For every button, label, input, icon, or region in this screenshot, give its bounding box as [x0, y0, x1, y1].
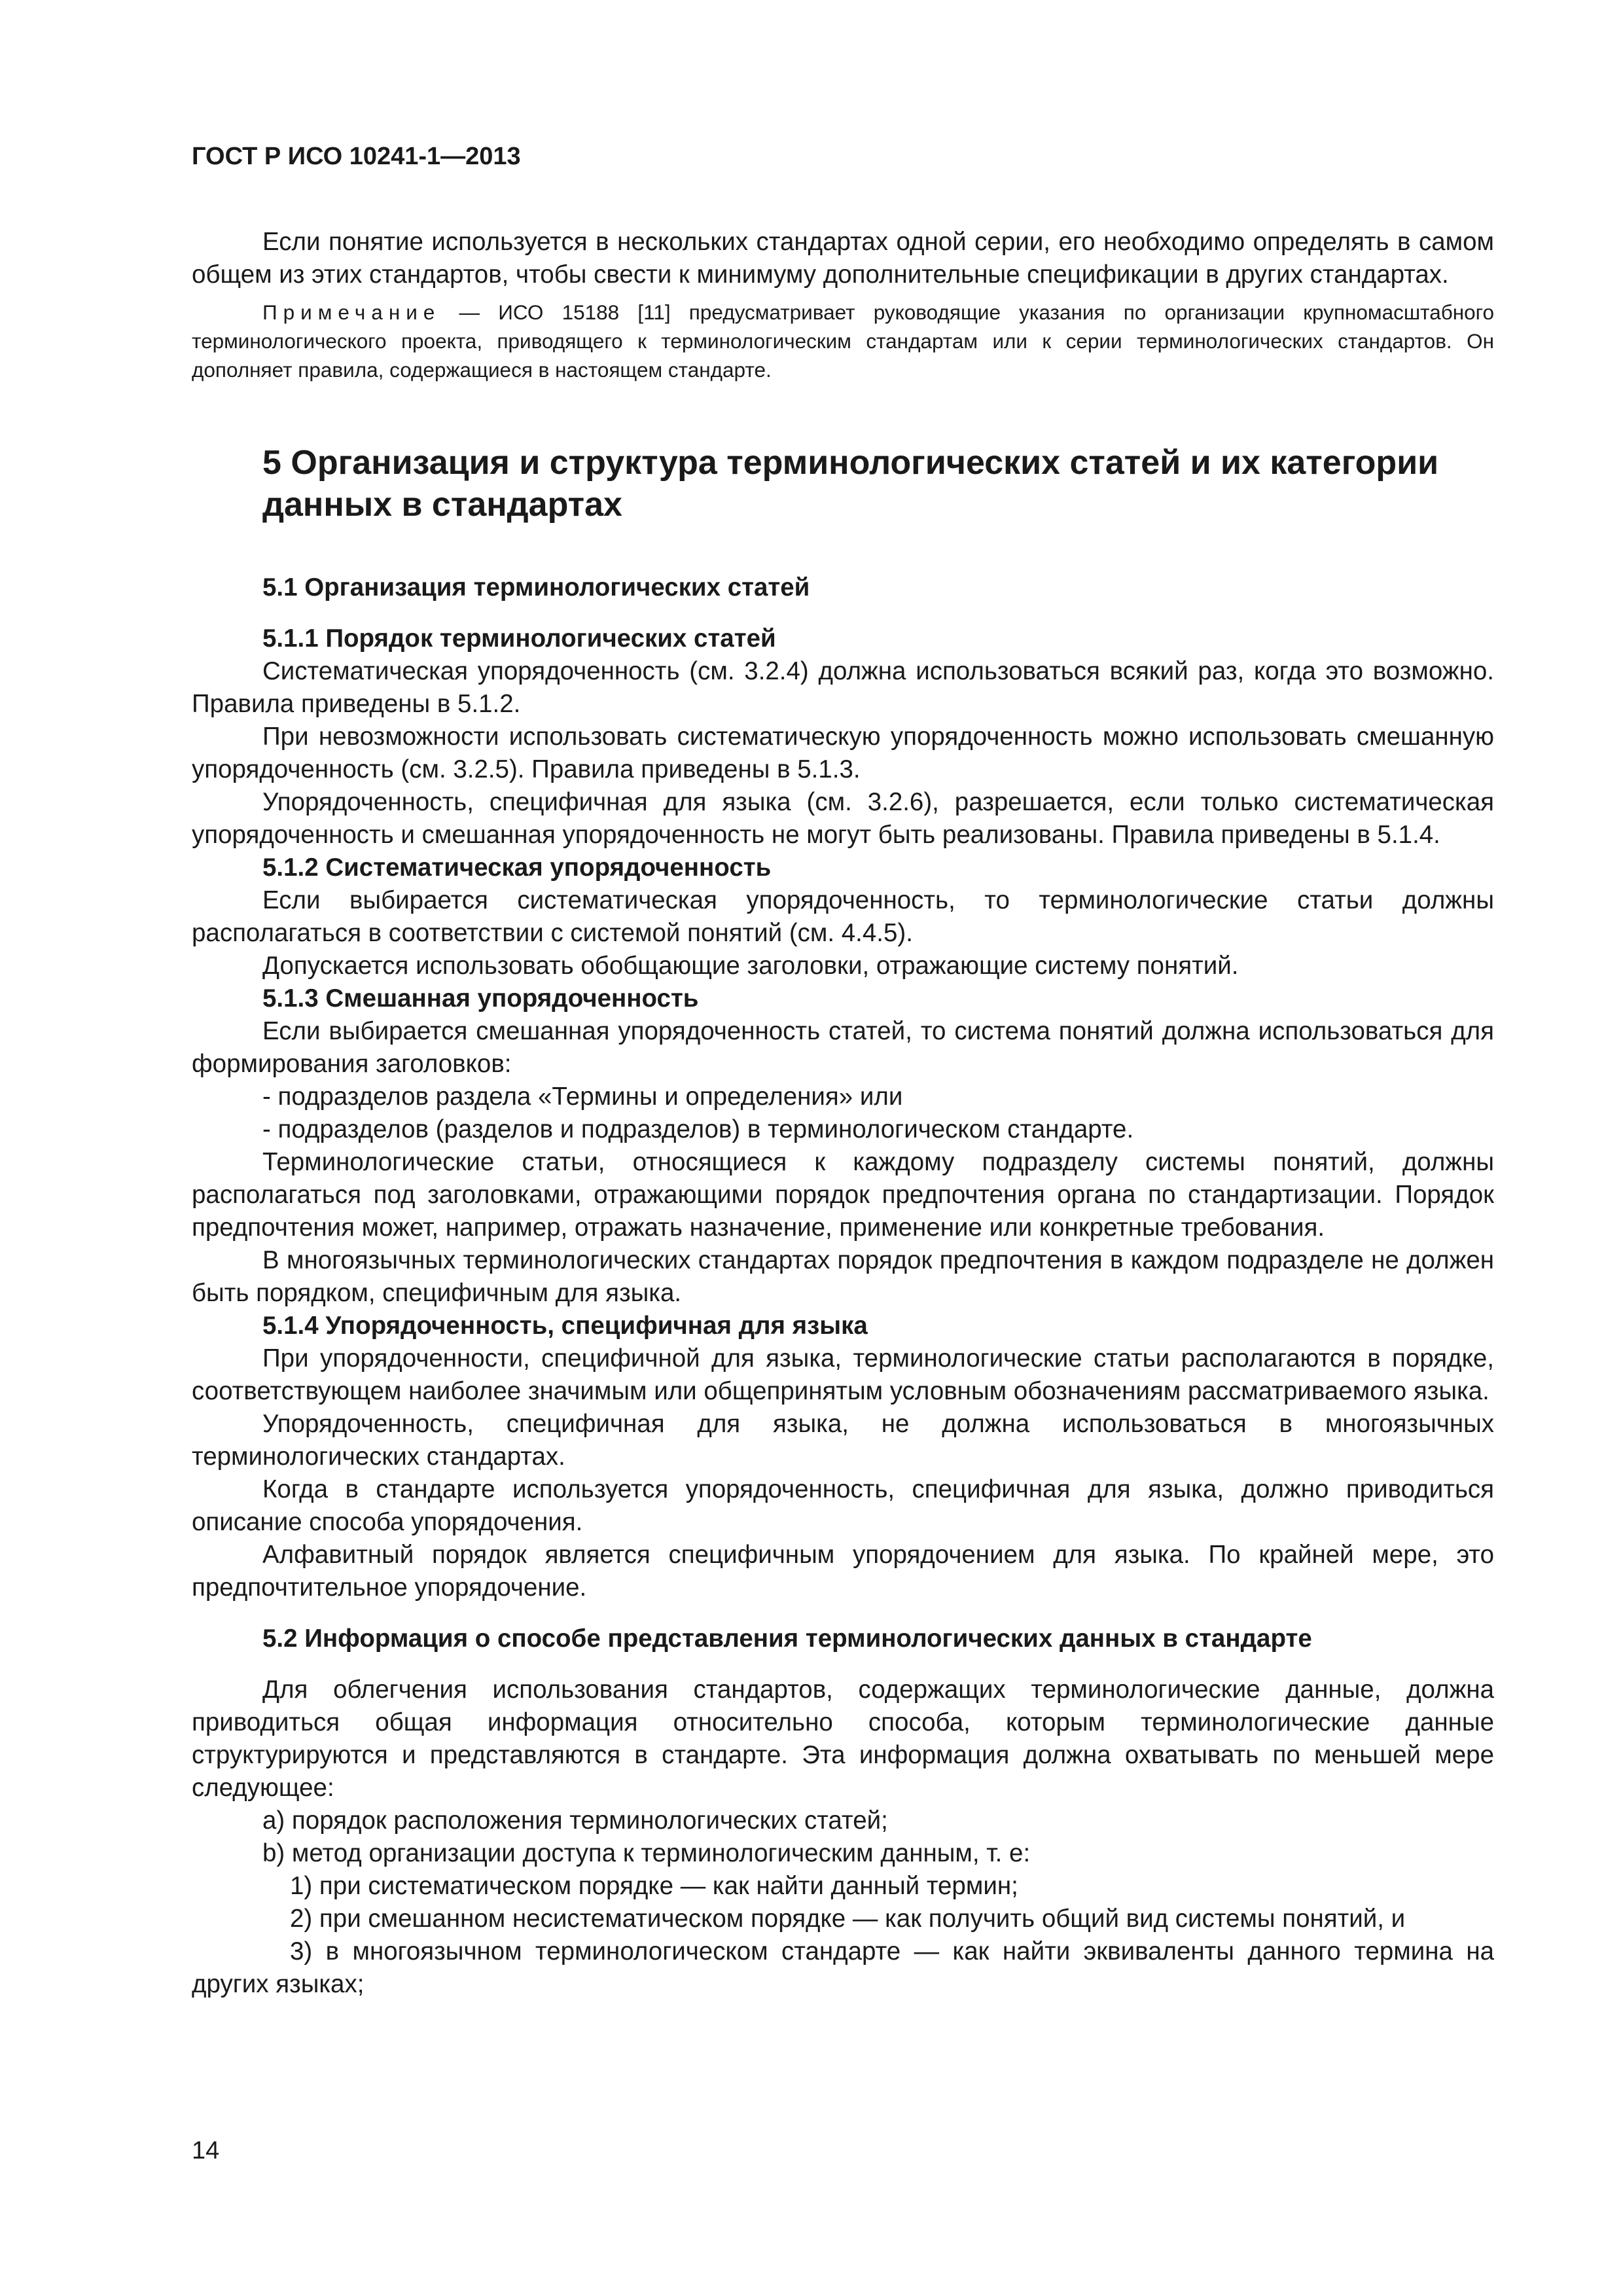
section-5-1-2-heading: 5.1.2 Систематическая упорядоченность — [262, 853, 772, 882]
document-header: ГОСТ Р ИСО 10241-1—2013 — [192, 143, 521, 170]
intro-paragraph: Если понятие используется в нескольких стандартах одной серии, его необходимо определять в самом общем из этих стандартов, чтобы свести к минимуму дополнительные спецификации в других стандартах. — [192, 228, 1494, 289]
paragraph: В многоязычных терминологических стандартах порядок предпочтения в каждом подразделе не должен быть порядком, специфичным для языка. — [192, 1246, 1494, 1307]
section-5-1-3-heading: 5.1.3 Смешанная упорядоченность — [262, 984, 699, 1013]
paragraph: Допускается использовать обобщающие заголовки, отражающие систему понятий. — [262, 952, 1239, 980]
list-item: b) метод организации доступа к терминологическим данным, т. е: — [262, 1839, 1031, 1867]
section-5-1-1-heading: 5.1.1 Порядок терминологических статей — [262, 624, 776, 653]
note-paragraph — [192, 298, 1494, 384]
paragraph: Если выбирается систематическая упорядоченность, то терминологические статьи должны располагаться в соответствии с системой понятий (см. 4.4.5). — [192, 886, 1494, 947]
section-5-2-heading: 5.2 Информация о способе представления терминологических данных в стандарте — [262, 1624, 1312, 1653]
paragraph: Терминологические статьи, относящиеся к каждому подразделу системы понятий, должны располагаться под заголовками, отражающими порядок предпочтения органа по стандартизации. Порядок предпочтения может, например, отражать назначение, применение или конкретные требования. — [192, 1148, 1494, 1242]
document-body — [192, 226, 1494, 2001]
dash-list-item: - подразделов раздела «Термины и определения» или — [262, 1083, 903, 1111]
paragraph: При невозможности использовать систематическую упорядоченность можно использовать смешанную упорядоченность (см. 3.2.5). Правила приведены в 5.1.3. — [192, 723, 1494, 783]
section-5-1-heading: 5.1 Организация терминологических статей — [262, 573, 810, 601]
dash-list-item: - подразделов (разделов и подразделов) в терминологическом стандарте. — [262, 1115, 1134, 1143]
paragraph: Упорядоченность, специфичная для языка (см. 3.2.6), разрешается, если только систематическая упорядоченность и смешанная упорядоченность не могут быть реализованы. Правила приведены в 5.1.4. — [192, 788, 1494, 849]
list-item: a) порядок расположения терминологических статей; — [262, 1806, 888, 1835]
paragraph: При упорядоченности, специфичной для языка, терминологические статьи располагаются в порядке, соответствующем наиболее значимым или общепринятым условным обозначениям рассматриваемого языка. — [192, 1344, 1494, 1405]
paragraph: Систематическая упорядоченность (см. 3.2.4) должна использоваться всякий раз, когда это возможно. Правила приведены в 5.1.2. — [192, 657, 1494, 718]
paragraph: Алфавитный порядок является специфичным упорядочением для языка. По крайней мере, это предпочтительное упорядочение. — [192, 1541, 1494, 1602]
section-5-1-4-heading: 5.1.4 Упорядоченность, специфичная для языка — [262, 1312, 868, 1340]
page-number: 14 — [192, 2137, 220, 2164]
paragraph: Если выбирается смешанная упорядоченность статей, то система понятий должна использоваться для формирования заголовков: — [192, 1017, 1494, 1078]
paragraph: Упорядоченность, специфичная для языка, не должна использоваться в многоязычных терминологических стандартах. — [192, 1410, 1494, 1471]
note-label: Примечание — [262, 300, 441, 324]
note-text: — ИСО 15188 [11] предусматривает руководящие указания по организации крупномасштабного терминологического проекта, приводящего к терминологическим стандартам или к серии терминологических стандартов. Он дополняет правила, содержащиеся в настоящем стандарте. — [192, 300, 1494, 382]
paragraph: Когда в стандарте используется упорядоченность, специфичная для языка, должно приводиться описание способа упорядочения. — [192, 1475, 1494, 1536]
sub-list-item: 2) при смешанном несистематическом порядке — как получить общий вид системы понятий, и — [290, 1905, 1406, 1933]
sub-list-item: 3) в многоязычном терминологическом стандарте — как найти эквиваленты данного термина на других языках; — [192, 1937, 1494, 1998]
section-5-heading: 5 Организация и структура терминологических статей и их категории данных в стандартах — [262, 444, 1439, 524]
paragraph: Для облегчения использования стандартов, содержащих терминологические данные, должна приводиться общая информация относительно способа, которым терминологические данные структурируются и представляются в стандарте. Эта информация должна охватывать по меньшей мере следующее: — [192, 1676, 1494, 1802]
sub-list-item: 1) при систематическом порядке — как найти данный термин; — [290, 1872, 1018, 1900]
